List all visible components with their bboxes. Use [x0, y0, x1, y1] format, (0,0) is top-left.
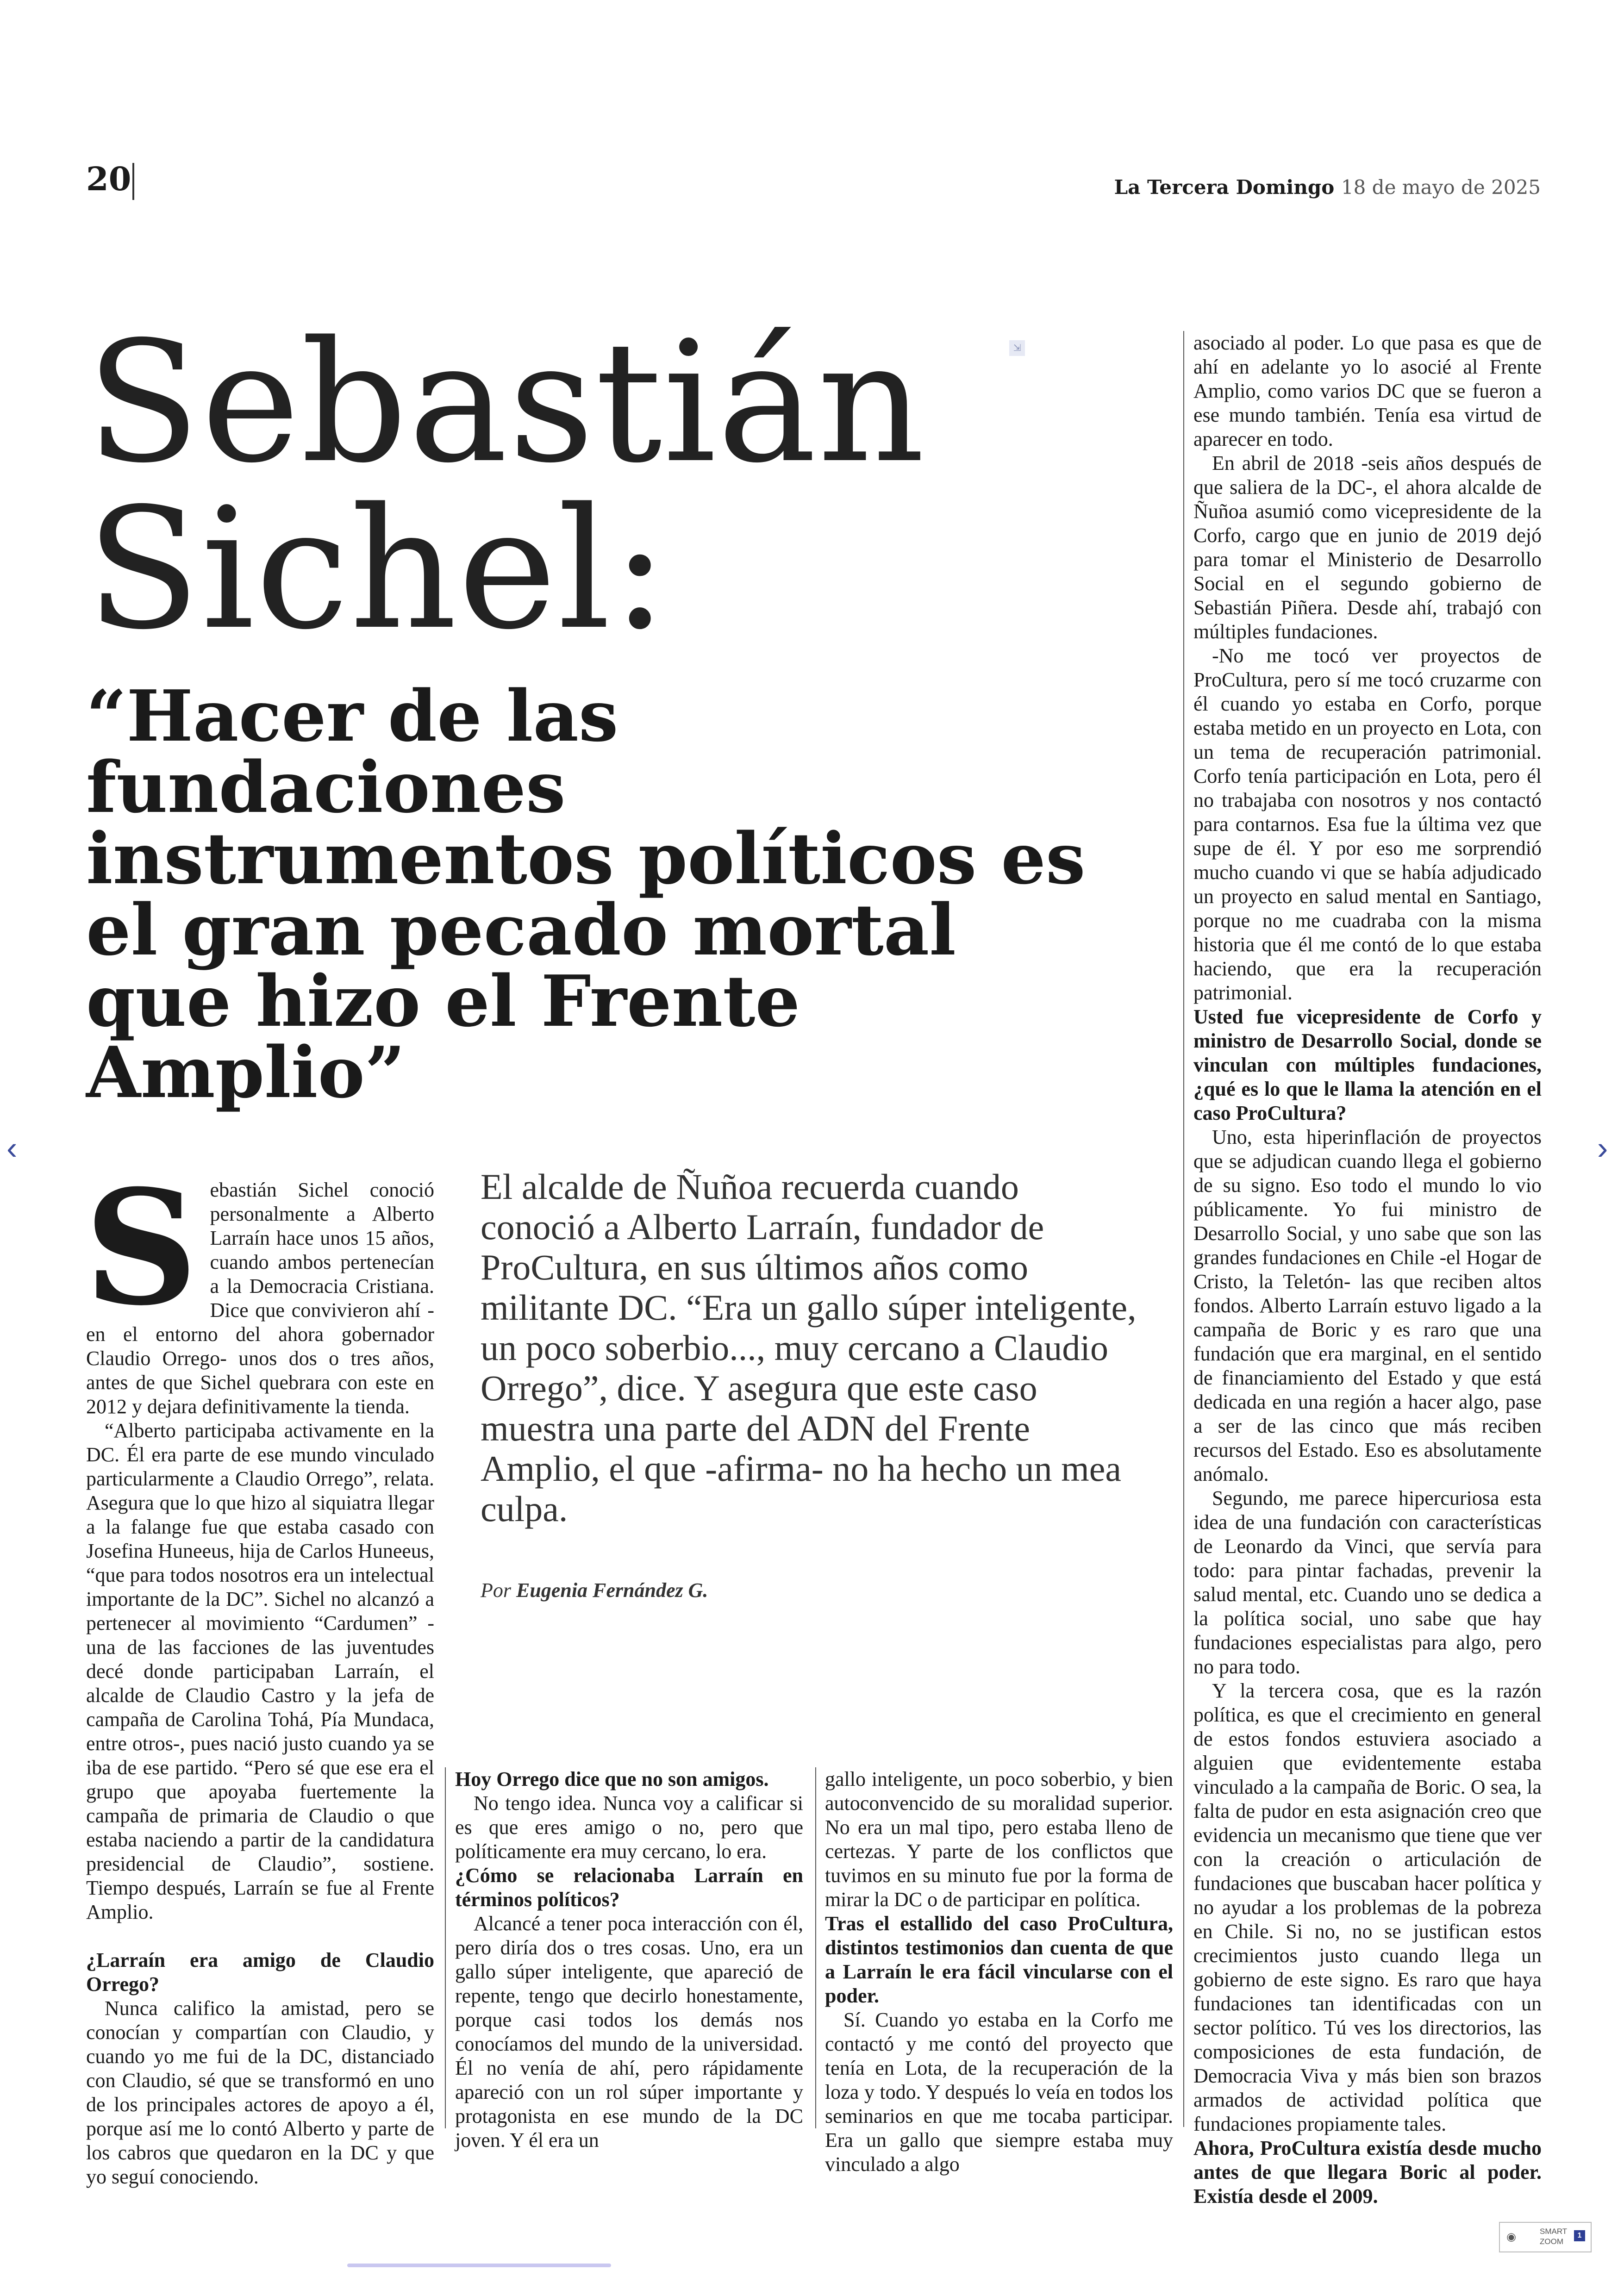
paragraph: Alcancé a tener poca interacción con él, pero diría dos o tres cosas. Uno, era un gallo súper inteligente, que apareció de repente, tengo que decirlo honestamente, porque casi todos los demás nos conocíamos del mundo de la universidad. Él no venía de ahí, pero rápidamente apareció con un rol súper importante y protagonista en ese mundo de la DC joven. Y él era un	[455, 1912, 803, 2152]
headline-name	[86, 306, 926, 666]
eye-icon: ◉	[1506, 2231, 1516, 2243]
column-divider	[1183, 331, 1184, 2127]
paragraph: Nunca califico la amistad, pero se conocían y compartían con Claudio, y cuando yo me fui de la DC, distanciado con Claudio, sé que se transformó en uno de los principales actores de apoyo a él, porque así me lo contó Alberto y parte de los cabros que quedaron en la DC y que yo seguí conociendo.	[86, 1997, 434, 2188]
link-icon[interactable]: ⇲	[1009, 340, 1025, 356]
interview-question: ¿Cómo se relacionaba Larraín en términos políticos?	[455, 1864, 803, 1911]
article-column-2	[455, 1767, 803, 2152]
paragraph: No tengo idea. Nunca voy a calificar si es que eres amigo o no, pero que políticamente era muy cercano, lo era.	[455, 1792, 803, 1863]
paragraph: En abril de 2018 -seis años después de que saliera de la DC-, el ahora alcalde de Ñuñoa asumió como vicepresidente de la Corfo, cargo que en junio de 2019 dejó para tomar el Ministerio de Desarrollo Social en el segundo gobierno de Sebastián Piñera. Desde ahí, trabajó con múltiples fundaciones.	[1193, 452, 1542, 643]
byline	[481, 1578, 708, 1602]
paragraph: Sí. Cuando yo estaba en la Corfo me contactó y me contó del proyecto que tenía en Lota, de la recuperación de la loza y todo. Y después lo veía en todos los seminarios en que me tocaba participar. Era un gallo que siempre estaba muy vinculado a algo	[825, 2008, 1173, 2176]
previous-page-button[interactable]: ‹	[6, 1130, 18, 1166]
headline-quote: “Hacer de las fundaciones instrumentos políticos es el gran pecado mortal que hizo el Frente Amplio”	[86, 674, 1086, 1114]
column-divider	[445, 1767, 446, 2128]
paragraph: ebastián Sichel conoció personalmente a Alberto Larraín hace unos 15 años, cuando ambos pertenecían a la Democracia Cristiana. Dice que convivieron ahí -en el entorno del ahora gobernador Claudio Orrego- unos dos o tres años, antes de que Sichel quebrara con este en 2012 y dejara definitivamente la tienda.	[86, 1179, 434, 1418]
drop-cap: S	[84, 1156, 198, 1341]
paragraph: asociado al poder. Lo que pasa es que de ahí en adelante yo lo asocié al Frente Amplio, como varios DC que se fueron a ese mundo también. Tenía esa virtud de aparecer en todo.	[1193, 331, 1542, 450]
interview-question: Ahora, ProCultura existía desde mucho antes de que llegara Boric al poder. Existía desde el 2009.	[1193, 2137, 1542, 2208]
paragraph: Uno, esta hiperinflación de proyectos que se adjudican cuando llega el gobierno de su signo. Eso todo el mundo lo vio públicamente. Yo fui ministro de Desarrollo Social, y uno sabe que son las grandes fundaciones en Chile -el Hogar de Cristo, la Teletón- las que reciben altos fondos. Alberto Larraín estuvo ligado a la campaña de Boric y es raro que una fundación que era marginal, en el sentido de financiamiento del Estado y que está dedicada en una región a hacer algo, pase a ser de las cinco que más reciben recursos del Estado. Eso es absolutamente anómalo.	[1193, 1126, 1542, 1485]
interview-question: Tras el estallido del caso ProCultura, distintos testimonios dan cuenta de que a Larraín le era fácil vincularse con el poder.	[825, 1912, 1173, 2007]
headline-name-line1: Sebastián	[86, 306, 926, 499]
paragraph: Y la tercera cosa, que es la razón política, es que el crecimiento en general de estos fondos estuviera asociado a alguien que evidentemente estaba vinculado a la campaña de Boric. O sea, la falta de pudor en esta asignación creo que evidencia un mecanismo que tiene que ver con la creación o articulación de fundaciones que buscaban hacer política y no ayudar a los problemas de la pobreza en Chile. Si no, no se justifican estos crecimientos justo cuando llega un gobierno de este signo. Es raro que haya fundaciones tan identificadas con un sector político. Tú ves los directorios, las composiciones de esta fundación, de Democracia Viva y más bien son brazos armados de actividad política que fundaciones propiamente tales.	[1193, 1679, 1542, 2135]
paragraph: Segundo, me parece hipercuriosa esta idea de una fundación con características de Leonardo da Vinci, que servía para todo: para pintar fachadas, prevenir la salud mental, etc. Cuando uno se dedica a la política social, uno sabe que hay fundaciones especialistas para algo, pero no para todo.	[1193, 1487, 1542, 1678]
byline-prefix: Por	[481, 1579, 511, 1602]
publication-name: La Tercera Domingo	[1114, 176, 1335, 199]
interview-question: ¿Larraín era amigo de Claudio Orrego?	[86, 1949, 434, 1996]
paragraph: gallo inteligente, un poco soberbio, y bien autoconvencido de su moralidad superior. No era un mal tipo, pero estaba lleno de certezas. Y parte de los conflictos que tuvimos en su minuto fue por la forma de mirar la DC o de participar en política.	[825, 1768, 1173, 1911]
publication-date: 18 de mayo de 2025	[1341, 176, 1541, 199]
page-scrollbar[interactable]	[347, 2264, 611, 2267]
page-number: 20	[86, 160, 131, 198]
publication-header	[1114, 176, 1541, 199]
page-badge: 1	[1574, 2230, 1585, 2241]
interview-question: Hoy Orrego dice que no son amigos.	[455, 1768, 769, 1790]
paragraph: -No me tocó ver proyectos de ProCultura, pero sí me tocó cruzarme con él cuando yo estaba en Corfo, porque estaba metido en un proyecto en Lota, con un tema de recuperación patrimonial. Corfo tenía participación en Lota, pero él no trabajaba con nosotros y nos contactó para contarnos. Esa fue la última vez que supe de él. Y por eso me sorprendió mucho cuando vi que se había adjudicado un proyecto en salud mental en Santiago, porque no me cuadraba con la misma historia que él me contó de lo que estaba haciendo, que era la recuperación patrimonial.	[1193, 644, 1542, 1004]
paragraph: “Alberto participaba activamente en la DC. Él era parte de ese mundo vinculado particularmente a Claudio Orrego”, relata. Asegura que lo que hizo al siquiatra llegar a la falange fue que estaba casado con Josefina Huneeus, hija de Carlos Huneeus, “que para todos nosotros era un intelectual importante de la DC”. Sichel no alcanzó a pertenecer al movimiento “Cardumen” -una de las facciones de las juventudes decé donde participaban Larraín, el alcalde de Claudio Castro y la jefa de campaña de Carolina Tohá, Pía Mundaca, entre otros-, pues nació justo cuando ya se iba de ese partido. “Pero sé que ese era el grupo que apoyaba fuertemente la campaña de primaria de Claudio o que estaba naciendo a partir de la candidatura presidencial de Claudio”, sostiene. Tiempo después, Larraín se fue al Frente Amplio.	[86, 1419, 434, 1923]
header-divider	[132, 163, 134, 200]
next-page-button[interactable]: ›	[1597, 1130, 1608, 1166]
smart-zoom-label: SMART ZOOM	[1540, 2227, 1568, 2246]
article-lede: El alcalde de Ñuñoa recuerda cuando conoció a Alberto Larraín, fundador de ProCultura, en sus últimos años como militante DC. “Era un gallo súper inteligente, un poco soberbio..., muy cercano a Claudio Orrego”, dice. Y asegura que este caso muestra una parte del ADN del Frente Amplio, el que -afirma- no ha hecho un mea culpa.	[481, 1166, 1137, 1529]
byline-author: Eugenia Fernández G.	[516, 1579, 708, 1602]
headline-name-line2: Sichel:	[86, 472, 669, 666]
interview-question: Usted fue vicepresidente de Corfo y ministro de Desarrollo Social, donde se vinculan con múltiples fundaciones, ¿qué es lo que le llama la atención en el caso ProCultura?	[1193, 1005, 1542, 1124]
article-column-1	[84, 1156, 434, 2189]
column-divider	[815, 1767, 816, 2128]
article-column-4	[1193, 331, 1542, 2208]
article-column-3	[825, 1767, 1173, 2177]
smart-zoom-button[interactable]	[1499, 2222, 1592, 2252]
